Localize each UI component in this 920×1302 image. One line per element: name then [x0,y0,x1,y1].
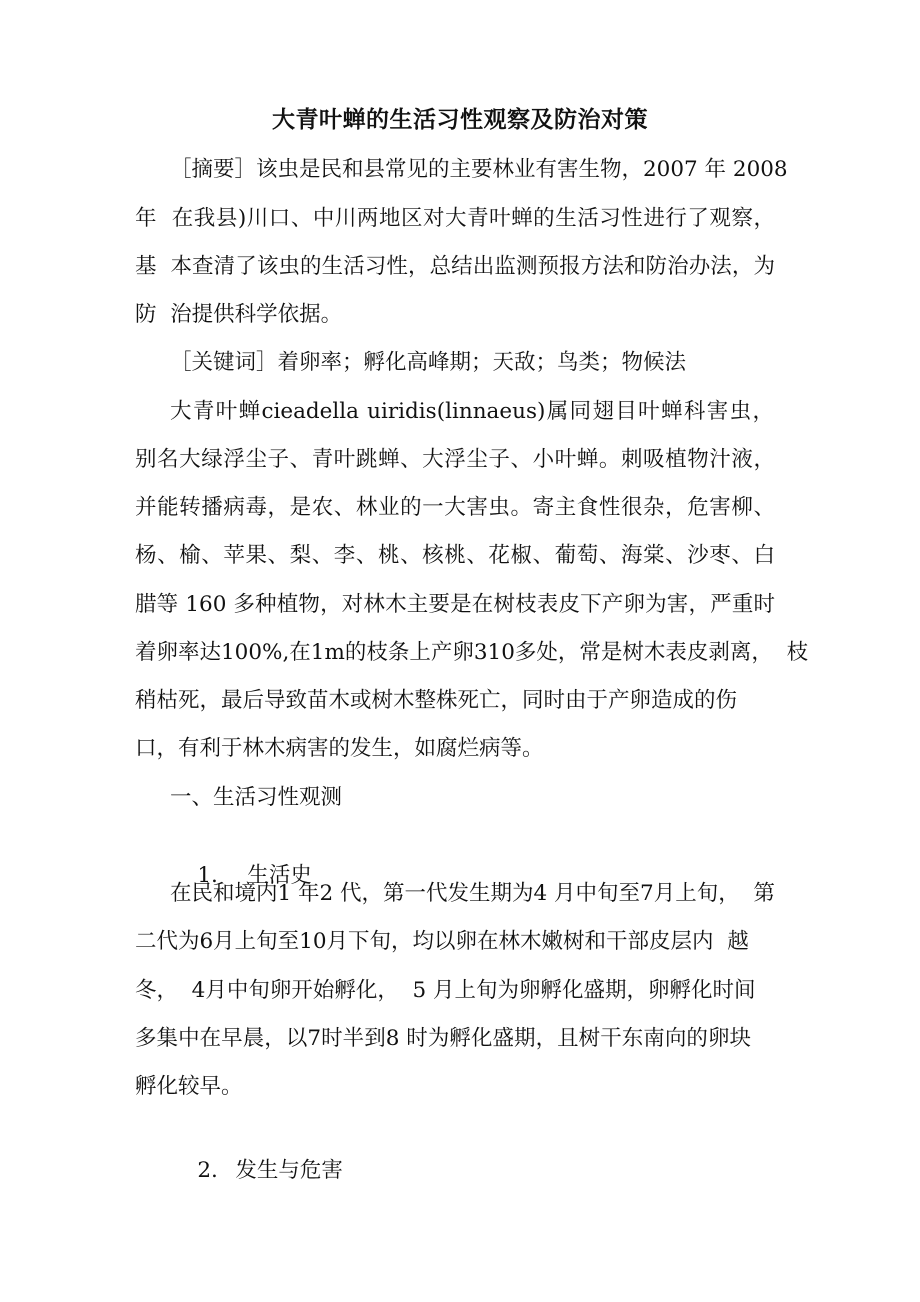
subsection-label: 发生与危害 [235,1158,343,1183]
section-heading: 一、生活习性观测 [170,785,343,810]
subsection-label: 生活史 [247,863,312,888]
lifecycle-line: 冬， 4月中旬卵开始孵化， 5 月上旬为卵孵化盛期，卵孵化时间 [135,978,756,1003]
intro-line: 大青叶蝉cieadella uiridis(linnaeus)属同翅目叶蝉科害虫， [170,399,774,424]
lifecycle-line: 孵化较早。 [135,1074,243,1099]
intro-line: 别名大绿浮尘子、青叶跳蝉、大浮尘子、小叶蝉。刺吸植物汁液， [135,447,775,472]
intro-line: 口，有利于林木病害的发生，如腐烂病等。 [135,736,544,761]
intro-line: 并能转播病毒，是农、林业的一大害虫。寄主食性很杂，危害柳、 [135,495,775,520]
abstract-line: 基 本查清了该虫的生活习性，总结出监测预报方法和防治办法，为 [135,254,775,279]
subsection-number: 1. [197,863,218,888]
keywords-line: ［关键词］着卵率；孵化高峰期；天敌；鸟类；物候法 [170,350,687,375]
abstract-line: 年 在我县)川口、中川两地区对大青叶蝉的生活习性进行了观察， [135,206,775,231]
lifecycle-line: 在民和境内1 年2 代，第一代发生期为4 月中旬至7月上旬， 第 [170,881,775,906]
lifecycle-line: 二代为6月上旬至10月下旬，均以卵在林木嫩树和干部皮层内 越 [135,929,749,954]
abstract-line: 防 治提供科学依据。 [135,302,343,327]
intro-line: 着卵率达100%,在1m的枝条上产卵310多处，常是树木表皮剥离， 枝 [135,640,809,665]
subsection-heading [170,1126,343,1216]
intro-line: 稍枯死，最后导致苗木或树木整株死亡，同时由于产卵造成的伤 [135,688,738,713]
intro-line: 杨、榆、苹果、梨、李、桃、核桃、花椒、葡萄、海棠、沙枣、白 [135,543,775,568]
subsection-number: 2. [197,1158,218,1183]
document-title: 大青叶蝉的生活习性观察及防治对策 [272,107,648,133]
intro-line: 腊等 160 多种植物，对林木主要是在树枝表皮下产卵为害，严重时 [135,592,775,617]
abstract-line: ［摘要］该虫是民和县常见的主要林业有害生物，2007 年 2008 [170,157,788,182]
lifecycle-line: 多集中在早晨，以7时半到8 时为孵化盛期，且树干东南向的卵块 [135,1026,751,1051]
